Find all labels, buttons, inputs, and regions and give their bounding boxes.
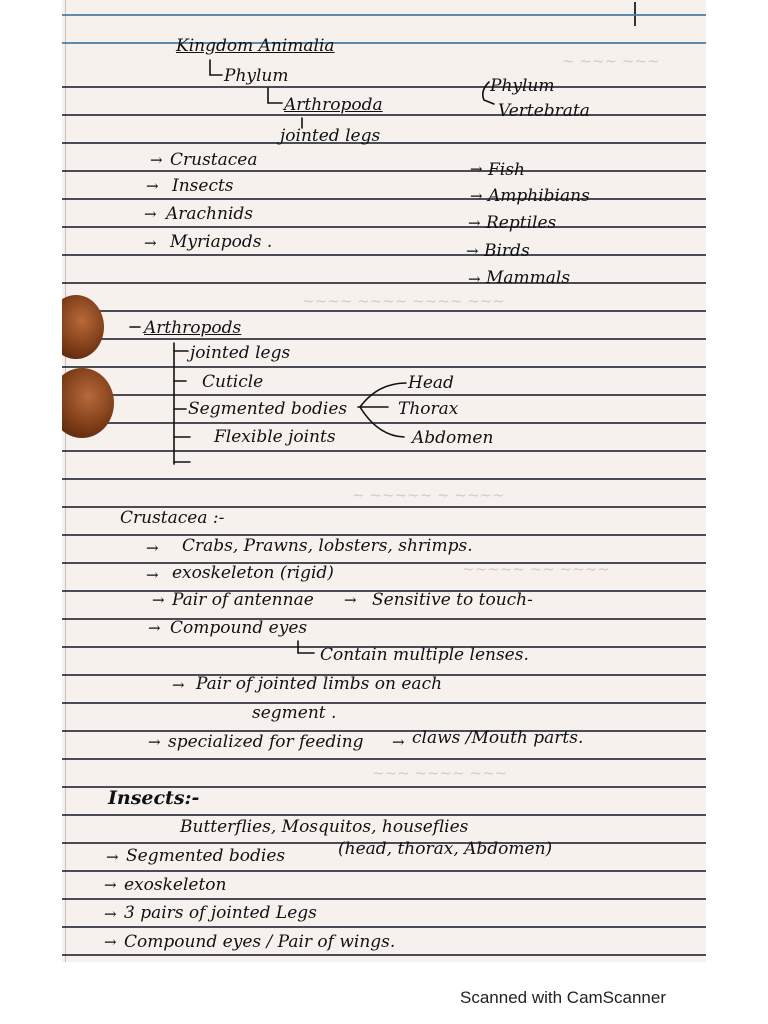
vertebrate-reptiles: Reptiles (486, 213, 557, 233)
svg-text:→: → (144, 234, 157, 252)
vertebrate-birds: Birds (484, 241, 530, 261)
svg-text:→: → (152, 591, 165, 609)
insects-exoskeleton: exoskeleton (124, 875, 227, 895)
bleed-through-marks: ~ ~~~~~ ~ ~~~~ (352, 486, 505, 504)
svg-text:→: → (468, 270, 481, 288)
body-part-abdomen: Abdomen (412, 428, 494, 448)
crustacea-claws: claws /Mouth parts. (412, 728, 584, 748)
svg-text:→: → (146, 177, 159, 195)
arrow-to-phylum (210, 60, 222, 75)
scanner-watermark: Scanned with CamScanner (460, 988, 667, 1007)
jointed-legs-caption: jointed legs (280, 126, 381, 146)
kingdom-heading: Kingdom Animalia (176, 36, 335, 56)
crustacea-heading: Crustacea :- (120, 508, 225, 528)
notebook-page (62, 0, 706, 962)
svg-text:→: → (146, 539, 159, 557)
svg-text:→: → (150, 151, 163, 169)
feature-flexible-joints: Flexible joints (214, 427, 336, 447)
crustacea-compound-eyes: Compound eyes (170, 618, 308, 638)
body-part-thorax: Thorax (398, 399, 459, 419)
feature-segmented-bodies: Segmented bodies (188, 399, 348, 419)
feature-cuticle: Cuticle (202, 372, 264, 392)
phylum-right: Phylum (490, 76, 555, 96)
vertebrate-amphibians: Amphibians (488, 186, 590, 206)
feature-jointed-legs: jointed legs (190, 343, 291, 363)
arrow-to-lenses (298, 641, 314, 653)
svg-text:→: → (470, 187, 483, 205)
insects-examples: Butterflies, Mosquitos, houseflies (180, 817, 469, 837)
crustacea-segment: segment . (252, 703, 337, 723)
arthropods-heading: Arthropods (144, 318, 242, 338)
bleed-through-marks: ~~~ ~~~~ ~~~ (372, 764, 508, 782)
svg-text:→: → (144, 205, 157, 223)
insects-segmented: Segmented bodies (126, 846, 286, 866)
svg-text:→: → (148, 619, 161, 637)
crustacea-antennae: Pair of antennae (172, 590, 314, 610)
insects-heading: Insects:- (108, 787, 200, 809)
vertebrata-label: Vertebrata (498, 101, 590, 121)
body-part-head: Head (408, 373, 454, 393)
svg-text:→: → (104, 905, 117, 923)
crustacea-limbs: Pair of jointed limbs on each (196, 674, 443, 694)
group-crustacea: Crustacea (170, 150, 258, 170)
crustacea-lenses: Contain multiple lenses. (320, 645, 529, 665)
crustacea-feeding: specialized for feeding (168, 732, 364, 752)
group-myriapods: Myriapods . (170, 232, 273, 252)
crustacea-antennae-sensitive: Sensitive to touch- (372, 590, 533, 610)
bleed-through-marks: ~~~~ ~~~~ ~~~~ ~~~ (302, 292, 505, 310)
arthropoda-label: Arthropoda (284, 95, 383, 115)
svg-text:→: → (466, 242, 479, 260)
svg-text:→: → (148, 733, 161, 751)
insects-legs: 3 pairs of jointed Legs (124, 903, 317, 923)
svg-text:→: → (104, 876, 117, 894)
svg-text:→: → (392, 733, 405, 751)
bleed-through-marks: ~~~~~ ~~ ~~~~ (462, 560, 610, 578)
svg-text:→: → (146, 566, 159, 584)
svg-text:→: → (470, 160, 483, 178)
bleed-through-marks: ~ ~~~ ~~~ (562, 52, 660, 70)
crustacea-examples: Crabs, Prawns, lobsters, shrimps. (182, 536, 473, 556)
phylum-left: Phylum (224, 66, 289, 86)
svg-text:→: → (344, 591, 357, 609)
crustacea-exoskeleton: exoskeleton (rigid) (172, 563, 334, 583)
group-insects: Insects (172, 176, 234, 196)
svg-text:→: → (106, 848, 119, 866)
svg-text:→: → (468, 214, 481, 232)
group-arachnids: Arachnids (166, 204, 254, 224)
insects-eyes-wings: Compound eyes / Pair of wings. (124, 932, 396, 952)
arrow-to-arthropoda (268, 88, 282, 103)
insects-segments-detail: (head, thorax, Abdomen) (338, 839, 553, 859)
svg-text:→: → (104, 933, 117, 951)
svg-text:→: → (172, 676, 185, 694)
vertebrate-mammals: Mammals (486, 268, 571, 288)
vertebrate-fish: Fish (488, 160, 525, 180)
